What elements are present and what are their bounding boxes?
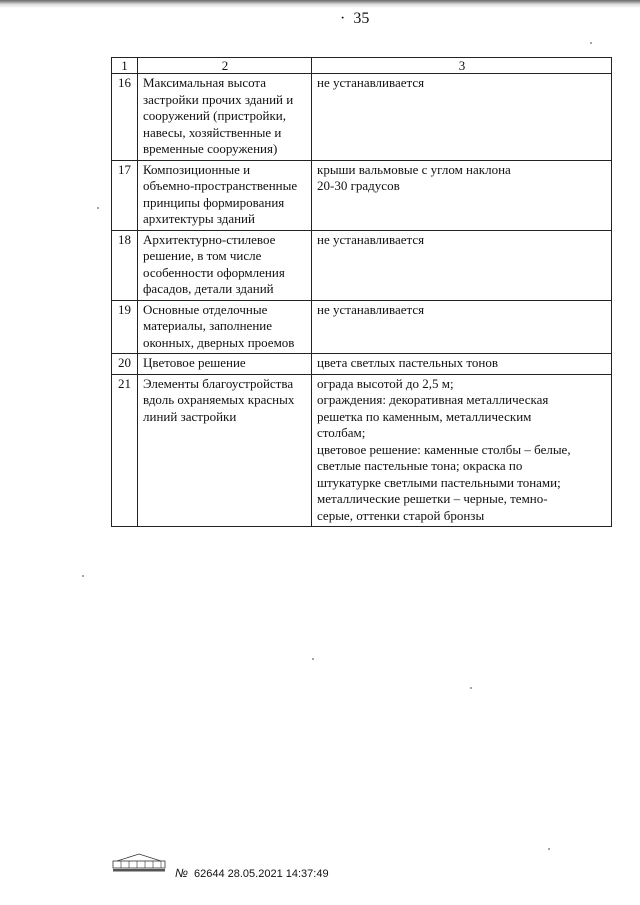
table-header-row xyxy=(112,58,612,74)
scan-speck xyxy=(470,687,472,689)
scan-speck xyxy=(548,848,550,850)
document-info: 62644 28.05.2021 14:37:49 xyxy=(194,868,329,880)
row-value: крыши вальмовые с углом наклона 20-30 градусов xyxy=(312,160,612,230)
header-col-3: 3 xyxy=(312,58,612,74)
row-value: не устанавливается xyxy=(312,300,612,354)
table-row xyxy=(112,230,612,300)
header-col-1: 1 xyxy=(112,58,138,74)
row-number: 20 xyxy=(112,354,138,375)
row-number: 19 xyxy=(112,300,138,354)
scan-speck xyxy=(82,575,84,577)
row-value: цвета светлых пастельных тонов xyxy=(312,354,612,375)
document-registration xyxy=(175,866,329,880)
scan-speck xyxy=(590,42,592,44)
table-row xyxy=(112,74,612,161)
scan-edge xyxy=(0,0,640,8)
row-value: не устанавливается xyxy=(312,74,612,161)
page-number xyxy=(340,10,369,28)
table-row xyxy=(112,300,612,354)
row-value: не устанавливается xyxy=(312,230,612,300)
header-col-2: 2 xyxy=(138,58,312,74)
row-parameter: Цветовое решение xyxy=(138,354,312,375)
page-number-text: 35 xyxy=(353,10,370,27)
scan-speck xyxy=(312,658,314,660)
archive-stamp-icon xyxy=(111,852,167,872)
table-row xyxy=(112,160,612,230)
number-sign: № xyxy=(175,866,188,880)
row-value: ограда высотой до 2,5 м; ограждения: декоративная металлическая решетка по каменным, металлическим столбам; цветовое решение: каменные столбы – белые, светлые пастельные тона; окраска по штукатурке светлыми пастельными тонами; металлические решетки – черные, темно- серые, оттенки старой бронзы xyxy=(312,374,612,527)
row-parameter: Архитектурно-стилевое решение, в том числе особенности оформления фасадов, детали зданий xyxy=(138,230,312,300)
row-parameter: Максимальная высота застройки прочих зданий и сооружений (пристройки, навесы, хозяйственные и временные сооружения) xyxy=(138,74,312,161)
table-row xyxy=(112,354,612,375)
row-number: 21 xyxy=(112,374,138,527)
regulations-table xyxy=(111,57,612,527)
row-parameter: Основные отделочные материалы, заполнение оконных, дверных проемов xyxy=(138,300,312,354)
row-number: 16 xyxy=(112,74,138,161)
row-parameter: Композиционные и объемно-пространственные принципы формирования архитектуры зданий xyxy=(138,160,312,230)
row-number: 18 xyxy=(112,230,138,300)
table-row xyxy=(112,374,612,527)
row-parameter: Элементы благоустройства вдоль охраняемых красных линий застройки xyxy=(138,374,312,527)
scan-speck xyxy=(97,207,99,209)
speck-dot: · xyxy=(340,10,346,27)
row-number: 17 xyxy=(112,160,138,230)
